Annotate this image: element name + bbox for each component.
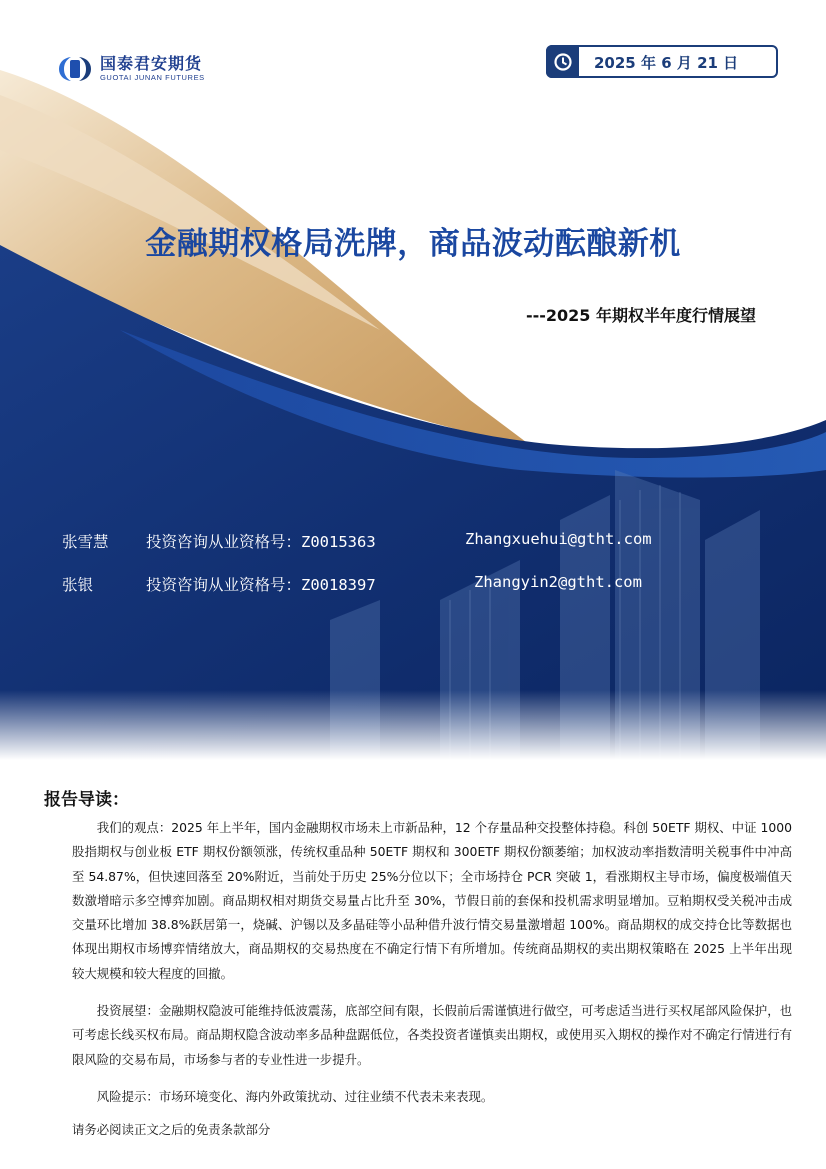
risk-paragraph: 风险提示：市场环境变化、海内外政策扰动、过往业绩不代表未来表现。 xyxy=(96,1089,494,1104)
author-name: 张银 xyxy=(62,576,94,594)
author-email[interactable]: Zhangyin2@gtht.com xyxy=(474,573,642,591)
disclaimer-note: 请务必阅读正文之后的免责条款部分 xyxy=(72,1122,271,1137)
view-paragraph: 我们的观点：2025 年上半年，国内金融期权市场未上市新品种，12 个存量品种交投整体持稳。科创 50ETF 期权、中证 1000 股指期权与创业板 ETF 期权份额领涨，传统权重品种 50ETF 期权和 300ETF 期权份额萎缩；加权波动率指数清明关税事件中冲高至 54.87%，但快速回落至 20%附近，当前处于历史 25%分位以下；全市场持仓 PCR 突破 1，看涨期权主导市场，偏度极端值天数激增暗示多空博弈加剧。商品期权相对期货交易量占比升至 30%，节假日前的套保和投机需求明显增加。豆粕期权受关税冲击成交量环比增加 38.8%跃居第一，烧碱、沪锡以及多晶硅等小品种借升波行情交易量激增超 100%。商品期权的成交持仓比等数据也体现出期权市场博弈情绪放大，商品期权的交易热度在不确定行情下有所增加。传统商品期权的卖出期权策略在 2025 上半年出现较大规模和较大程度的回撤。 xyxy=(72,820,792,981)
clock-icon xyxy=(546,45,579,78)
logo-english-text: GUOTAI JUNAN FUTURES xyxy=(100,73,205,82)
author-name: 张雪慧 xyxy=(62,533,109,551)
author-qualification: 投资咨询从业资格号：Z0018397 xyxy=(146,576,376,594)
report-subtitle: ---2025 年期权半年度行情展望 xyxy=(525,306,756,325)
date-badge xyxy=(546,45,778,78)
company-logo xyxy=(58,55,205,82)
logo-chinese-text: 国泰君安期货 xyxy=(100,54,203,73)
guide-heading: 报告导读： xyxy=(44,790,129,810)
report-date: 2025 年 6 月 21 日 xyxy=(594,54,739,72)
logo-mark-icon xyxy=(58,56,92,82)
report-title: 金融期权格局洗牌，商品波动酝酿新机 xyxy=(145,226,681,262)
author-qualification: 投资咨询从业资格号：Z0015363 xyxy=(146,533,376,551)
author-email[interactable]: Zhangxuehui@gtht.com xyxy=(465,530,652,548)
outlook-paragraph: 投资展望：金融期权隐波可能维持低波震荡，底部空间有限，长假前后需谨慎进行做空，可考虑适当进行买权尾部风险保护，也可考虑长线买权布局。商品期权隐含波动率多品种盘踞低位，各类投资者谨慎卖出期权，或使用买入期权的操作对不确定行情进行有限风险的交易布局，市场参与者的专业性进一步提升。 xyxy=(72,1003,792,1067)
